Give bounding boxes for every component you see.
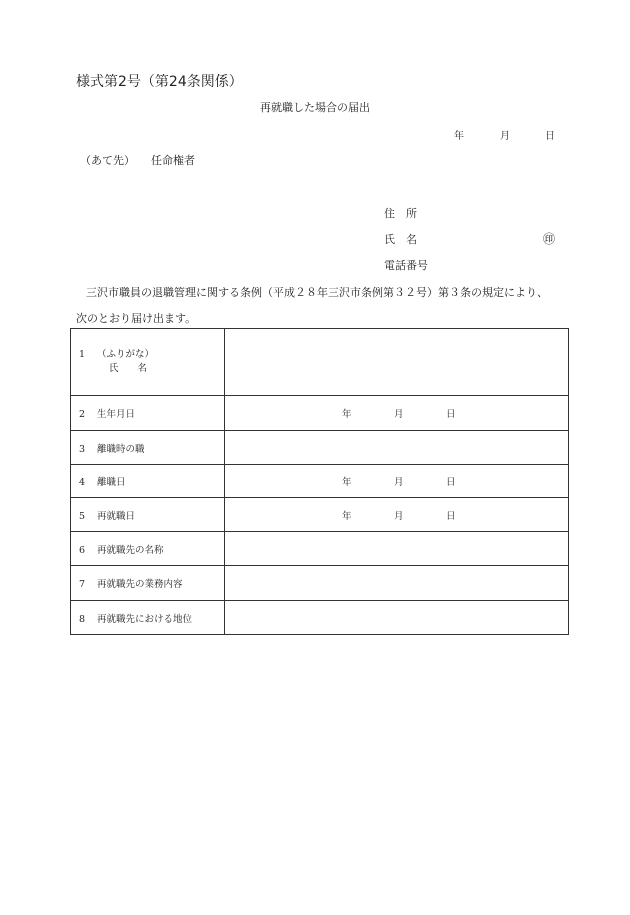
- row-label: [71, 498, 225, 532]
- table-row: [71, 329, 569, 396]
- phone-label: 電話番号: [384, 259, 428, 272]
- date-year-label: 年: [454, 131, 464, 142]
- addressee-label: （あて先）: [80, 154, 135, 167]
- row-number: 2: [79, 409, 86, 420]
- retirement-date-value-cell[interactable]: [225, 465, 569, 498]
- day-unit: 日: [446, 409, 456, 420]
- table-row: [71, 396, 569, 431]
- name-label: 氏 名: [384, 233, 417, 246]
- body-text-line2: 次のとおり届け出ます。: [76, 312, 197, 325]
- row-label-text: 離職時の職: [97, 443, 145, 455]
- name-value-cell[interactable]: [225, 329, 569, 396]
- furigana-label: （ふりがな）: [97, 349, 155, 360]
- row-label: [71, 601, 225, 635]
- reemployment-date-value-cell[interactable]: [225, 498, 569, 532]
- addressee-name: 任命権者: [151, 154, 195, 167]
- row-label: [71, 431, 225, 465]
- row-label: [71, 532, 225, 566]
- table-row: [71, 566, 569, 601]
- row-number: 7: [79, 579, 86, 590]
- year-unit: 年: [342, 477, 352, 488]
- row-number: 4: [79, 477, 86, 488]
- addressee: [80, 152, 195, 168]
- month-unit: 月: [394, 510, 404, 522]
- birthdate-value-cell[interactable]: [225, 396, 569, 431]
- business-content-value-cell[interactable]: [225, 566, 569, 601]
- table-row: [71, 601, 569, 635]
- row-label-text: 生年月日: [97, 409, 136, 420]
- row-label: [71, 329, 225, 396]
- date-month-label: 月: [500, 131, 510, 142]
- year-unit: 年: [342, 510, 352, 522]
- day-unit: 日: [446, 510, 456, 522]
- body-text-line1: 三沢市職員の退職管理に関する条例（平成２８年三沢市条例第３２号）第３条の規定により、: [86, 286, 548, 299]
- row-label-text: 再就職先における地位: [97, 613, 193, 625]
- row-number: 6: [79, 544, 86, 556]
- row-number: 5: [79, 510, 86, 522]
- form-number: 様式第2号（第24条関係）: [76, 74, 243, 90]
- date-day-label: 日: [545, 131, 555, 142]
- address-label: 住 所: [384, 207, 417, 220]
- row-number: 3: [79, 443, 86, 455]
- document-title: 再就職した場合の届出: [260, 101, 370, 114]
- table-row: [71, 465, 569, 498]
- day-unit: 日: [446, 477, 456, 488]
- row-label: [71, 396, 225, 431]
- row-label: [71, 465, 225, 498]
- table-row: [71, 431, 569, 465]
- seal-mark: ㊞: [543, 232, 556, 246]
- row-label-text: 離職日: [97, 477, 126, 488]
- name-field-label: 氏 名: [109, 363, 148, 374]
- row-label-text: 再就職日: [97, 510, 136, 522]
- month-unit: 月: [394, 477, 404, 488]
- row-number: 1: [79, 349, 86, 360]
- row-label: [71, 566, 225, 601]
- row-number: 8: [79, 613, 86, 625]
- report-table: [70, 328, 569, 635]
- position-value-cell[interactable]: [225, 431, 569, 465]
- employer-name-value-cell[interactable]: [225, 532, 569, 566]
- row-label-text: 再就職先の名称: [97, 544, 164, 556]
- row-label-text: 再就職先の業務内容: [97, 579, 183, 590]
- employer-position-value-cell[interactable]: [225, 601, 569, 635]
- month-unit: 月: [394, 409, 404, 420]
- year-unit: 年: [342, 409, 352, 420]
- table-row: [71, 498, 569, 532]
- table-row: [71, 532, 569, 566]
